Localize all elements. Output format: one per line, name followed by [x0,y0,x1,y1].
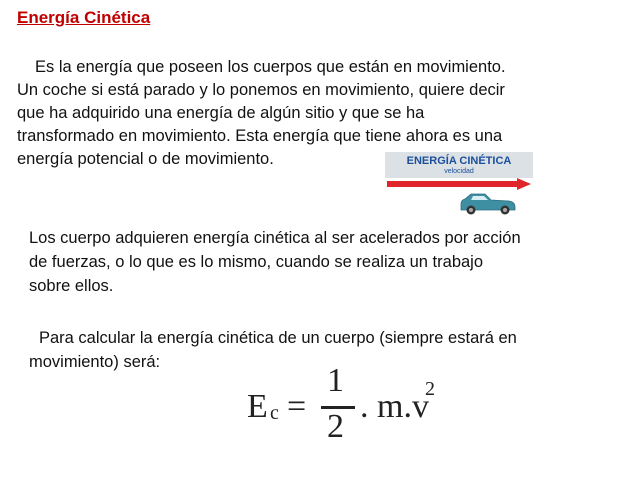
velocity-arrow-icon [387,178,531,190]
acceleration-line: de fuerzas, o lo que es lo mismo, cuando se realiza un trabajo [29,253,484,271]
acceleration-line: sobre ellos. [29,277,114,295]
image-subtitle: velocidad [444,168,474,175]
page-title: Energía Cinética [17,8,151,27]
formula-lhs-subscript: c [270,402,279,424]
acceleration-line: Los cuerpo adquieren energía cinética al ser acelerados por acción [29,229,521,247]
acceleration-paragraph [29,226,619,298]
intro-line: Un coche si está parado y lo ponemos en movimiento, quiere decir [17,81,505,99]
formula-numerator: 1 [327,362,344,399]
intro-line: energía potencial o de movimiento. [17,150,274,168]
kinetic-energy-formula [247,364,447,454]
intro-line: Es la energía que poseen los cuerpos que están en movimiento. [35,58,506,76]
car-icon [461,194,515,215]
formula-intro-line: movimiento) será: [29,353,161,371]
image-title: ENERGÍA CINÉTICA [406,155,512,167]
formula-equals: = [287,388,307,425]
formula-lhs: E [247,388,268,425]
intro-line: que ha adquirido una energía de algún sitio y que se ha [17,104,425,122]
kinetic-energy-car-image [385,152,533,216]
intro-line: transformado en movimiento. Esta energía que tiene ahora es una [17,127,503,145]
formula-exponent: 2 [425,378,435,400]
formula-intro-line: Para calcular la energía cinética de un cuerpo (siempre estará en [39,329,517,347]
formula-rhs: . m.v [360,388,429,425]
formula-denominator: 2 [327,408,344,445]
car-arrow-illustration [385,178,533,216]
